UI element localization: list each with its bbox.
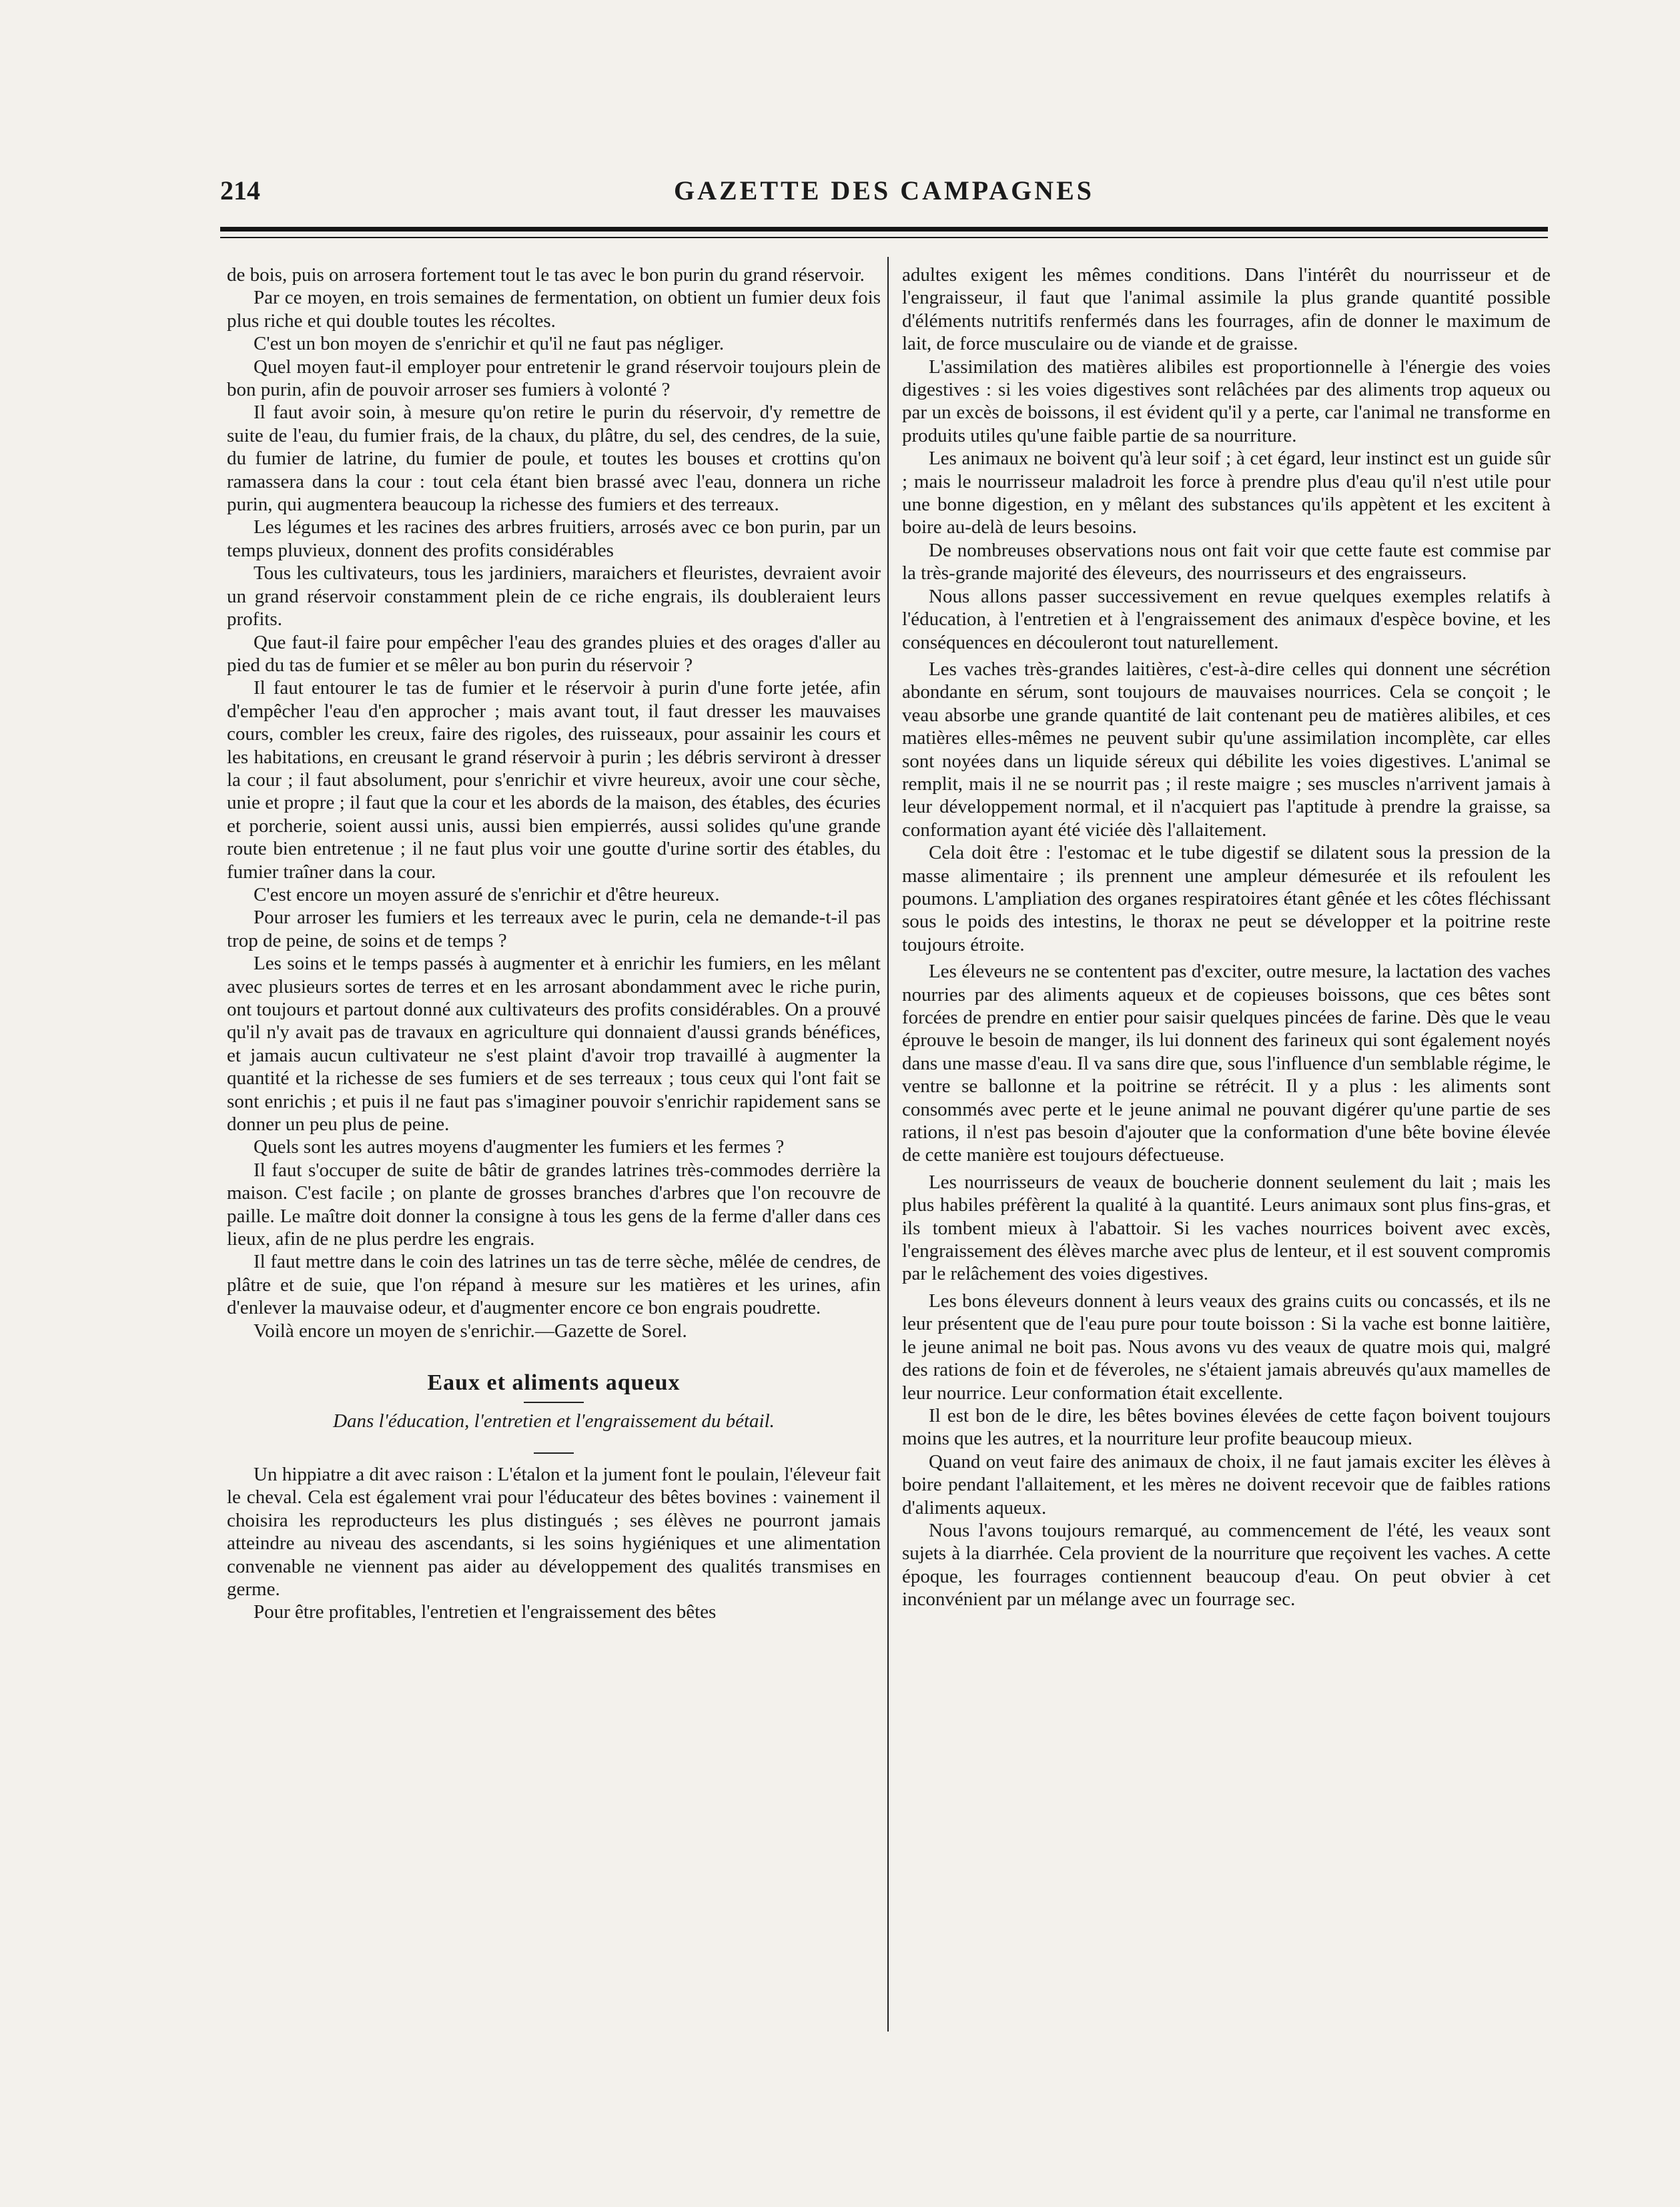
page-header (220, 175, 1548, 215)
paragraph: Il faut mettre dans le coin des latrines un tas de terre sèche, mêlée de cendres, de plâtre et de suie, que l'on répand à mesure sur les matières et les urines, afin d'enlever la mauvaise odeur, et d'augmenter encore ce bon engrais poudrette. (227, 1251, 881, 1319)
paragraph: Les légumes et les racines des arbres fruitiers, arrosés avec ce bon purin, par un temps pluvieux, donnent des profits considérables (227, 516, 881, 561)
header-rule-thick (220, 227, 1548, 232)
header-rule-thin (220, 237, 1548, 238)
paragraph: Il faut entourer le tas de fumier et le réservoir à purin d'une forte jetée, afin d'empêcher l'eau d'en approcher ; mais avant tout, il faut dresser les mauvaises cours, combler les creux, faire des rigoles, des ruisseaux, pour assainir les cours et les habitations, en creusant le grand réservoir à purin ; les débris serviront à dresser la cour ; il faut absolument, pour s'enrichir et vivre heureux, avoir une cour sèche, unie et propre ; il faut que la cour et les abords de la maison, des étables, des écuries et porcherie, soient aussi unis, aussi bien empierrés, aussi solides qu'une grande route bien entretenue ; il ne faut plus voir une goutte d'urine sortir des étables, du fumier traîner dans la cour. (227, 677, 881, 883)
paragraph: Quels sont les autres moyens d'augmenter les fumiers et les fermes ? (254, 1136, 785, 1158)
right-column (902, 264, 1551, 1611)
page-number: 214 (220, 175, 260, 205)
paragraph: Quel moyen faut-il employer pour entretenir le grand réservoir toujours plein de bon purin, afin de pouvoir arroser ses fumiers à volonté ? (227, 356, 881, 401)
paragraph: Pour être profitables, l'entretien et l'engraissement des bêtes (254, 1601, 717, 1623)
paragraph: Les vaches très-grandes laitières, c'est-à-dire celles qui donnent une sécrétion abondante en sérum, sont toujours de mauvaises nourrices. Cela se conçoit ; le veau absorbe une grande quantité de lait contenant peu de matières alibiles, et ces matières elles-mêmes ne peuvent subir qu'une assimilation incomplète, car elles sont noyées dans un liquide séreux qui débilite les voies digestives. L'animal se remplit, mais il ne se nourrit pas ; il reste maigre ; ses muscles n'arrivent jamais à leur développement normal, et il n'acquiert pas l'aptitude à prendre la graisse, sa conformation ayant été viciée dès l'allaitement. (902, 658, 1551, 841)
section-title: Eaux et aliments aqueux (227, 1372, 881, 1402)
paragraph: Les animaux ne boivent qu'à leur soif ; à cet égard, leur instinct est un guide sûr ; mais le nourrisseur maladroit les force à prendre plus d'eau qu'il n'est utile pour une bonne digestion, en y mêlant des substances qu'ils appètent et les excitent à boire au-delà de leurs besoins. (902, 448, 1551, 538)
paragraph: Nous l'avons toujours remarqué, au commencement de l'été, les veaux sont sujets à la diarrhée. Cela provient de la nourriture que reçoivent les vaches. A cette époque, les fourrages contiennent beaucoup d'eau. On peut obvier à cet inconvénient par un mélange avec un fourrage sec. (902, 1519, 1551, 1611)
paragraph: Il faut s'occuper de suite de bâtir de grandes latrines très-commodes derrière la maison. C'est facile ; on plante de grosses branches d'arbres que l'on recouvre de paille. Le maître doit donner la consigne à tous les gens de la ferme d'aller dans ces lieux, afin de ne plus perdre les engrais. (227, 1159, 881, 1250)
paragraph: Tous les cultivateurs, tous les jardiniers, maraichers et fleuristes, devraient avoir un grand réservoir constamment plein de ce riche engrais, ils doubleraient leurs profits. (227, 562, 881, 630)
paragraph: Voilà encore un moyen de s'enrichir.—Gazette de Sorel. (254, 1320, 687, 1342)
paragraph: adultes exigent les mêmes conditions. Dans l'intérêt du nourrisseur et de l'engraisseur, il faut que l'animal assimile la plus grande quantité possible d'éléments nutritifs renfermés dans les fourrages, afin de donner le maximum de lait, de force musculaire ou de viande et de graisse. (902, 264, 1551, 355)
paragraph: Les éleveurs ne se contentent pas d'exciter, outre mesure, la lactation des vaches nourries par des aliments aqueux et de copieuses boissons, que ces bêtes sont forcées de prendre en entier pour saisir quelques pincées de farine. Dès que le veau éprouve le besoin de manger, ils lui donnent des farineux qui sont également noyés dans une masse d'eau. Il va sans dire que, sous l'influence d'un semblable régime, le ventre se ballonne et la poitrine se rétrécit. Il y a plus : les aliments sont consommés avec perte et le jeune animal ne pouvant digérer qu'une partie de ses rations, il n'est pas besoin d'ajouter que la conformation d'une bête bovine élevée de cette manière est toujours défectueuse. (902, 961, 1551, 1166)
paragraph: C'est encore un moyen assuré de s'enrichir et d'être heureux. (254, 883, 720, 905)
paragraph: Un hippiatre a dit avec raison : L'étalon et la jument font le poulain, l'éleveur fait le cheval. Cela est également vrai pour l'éducateur des bêtes bovines : vainement il choisira les reproducteurs les plus distingués ; ses élèves ne pourront jamais atteindre au niveau des ascendants, si les soins hygiéniques et une alimentation convenable ne viennent pas aider au développement des qualités transmises en germe. (227, 1463, 881, 1600)
section-separator (534, 1452, 574, 1454)
paragraph: Il faut avoir soin, à mesure qu'on retire le purin du réservoir, d'y remettre de suite de l'eau, du fumier frais, de la chaux, du plâtre, du sel, des cendres, de la suie, du fumier de latrine, du fumier de poule, et toutes les bouses et crottins qu'on ramassera dans la cour : tout cela étant bien brassé avec l'eau, donnera un riche purin, qui augmentera beaucoup la richesse des fumiers et des terreaux. (227, 402, 881, 516)
left-column (227, 264, 881, 1624)
paragraph: C'est un bon moyen de s'enrichir et qu'il ne faut pas négliger. (254, 333, 725, 355)
paragraph: Les soins et le temps passés à augmenter et à enrichir les fumiers, en les mêlant avec plusieurs sortes de terres et en les arrosant abondamment avec le riche purin, ont toujours et partout donné aux cultivateurs des profits considérables. On a prouvé qu'il n'y avait pas de travaux en agriculture qui donnaient d'aussi grands bénéfices, et jamais aucun cultivateur ne s'est plaint d'avoir trop travaillé à augmenter la quantité et la richesse de ses fumiers et de ses terreaux ; tous ceux qui l'ont fait se sont enrichis ; et puis il ne faut pas s'imaginer pouvoir s'enrichir rapidement sans se donner un peu plus de peine. (227, 953, 881, 1136)
paragraph: de bois, puis on arrosera fortement tout le tas avec le bon purin du grand réservoir. (227, 264, 865, 286)
paragraph: Les nourrisseurs de veaux de boucherie donnent seulement du lait ; mais les plus habiles préfèrent la qualité à la quantité. Leurs animaux sont plus fins-gras, et ils tombent mieux à l'abattoir. Si les vaches nourrices boivent avec excès, l'engraissement des élèves marche avec plus de lenteur, et il est souvent compromis par le relâchement des voies digestives. (902, 1171, 1551, 1285)
paragraph: Nous allons passer successivement en revue quelques exemples relatifs à l'éducation, à l'entretien et à l'engraissement des animaux d'espèce bovine, et les conséquences en découleront tout naturellement. (902, 585, 1551, 653)
paragraph: L'assimilation des matières alibiles est proportionnelle à l'énergie des voies digestives : si les voies digestives sont relâchées par des aliments trop aqueux ou par un excès de boissons, il est évident qu'il y a perte, car l'animal ne transforme en produits utiles qu'une faible partie de sa nourriture. (902, 356, 1551, 446)
paragraph: Il est bon de le dire, les bêtes bovines élevées de cette façon boivent toujours moins que les autres, et la nourriture leur profite beaucoup mieux. (902, 1404, 1551, 1450)
paragraph: Cela doit être : l'estomac et le tube digestif se dilatent sous la pression de la masse alimentaire ; ils prennent une ampleur démesurée et ils refoulent les poumons. L'ampliation des organes respiratoires étant gênée et les côtes fléchissant sous le poids des intestins, le thorax ne peut se développer et la poitrine reste toujours étroite. (902, 842, 1551, 955)
paragraph: De nombreuses observations nous ont fait voir que cette faute est commise par la très-grande majorité des éleveurs, des nourrisseurs et des engraisseurs. (902, 539, 1551, 584)
paragraph: Que faut-il faire pour empêcher l'eau des grandes pluies et des orages d'aller au pied du tas de fumier et se mêler au bon purin du réservoir ? (227, 631, 881, 676)
paragraph: Les bons éleveurs donnent à leurs veaux des grains cuits ou concassés, et ils ne leur présentent que de l'eau pure pour toute boisson : Si la vache est bonne laitière, le jeune animal ne boit pas. Nous avons vu des veaux de quatre mois qui, malgré des rations de foin et de féveroles, ne s'étaient jamais abreuvés qu'aux mamelles de leur nourrice. Leur conformation était excellente. (902, 1290, 1551, 1404)
paragraph: Par ce moyen, en trois semaines de fermentation, on obtient un fumier deux fois plus riche et qui double toutes les récoltes. (227, 287, 881, 332)
column-divider (887, 257, 889, 2032)
section-subtitle: Dans l'éducation, l'entretien et l'engraissement du bétail. (333, 1410, 775, 1432)
paragraph: Pour arroser les fumiers et les terreaux avec le purin, cela ne demande-t-il pas trop de peine, de soins et de temps ? (227, 907, 881, 951)
paragraph: Quand on veut faire des animaux de choix, il ne faut jamais exciter les élèves à boire pendant l'allaitement, et les mères ne doivent recevoir que de faibles rations d'aliments aqueux. (902, 1450, 1551, 1518)
running-title: GAZETTE DES CAMPAGNES (673, 175, 1094, 205)
